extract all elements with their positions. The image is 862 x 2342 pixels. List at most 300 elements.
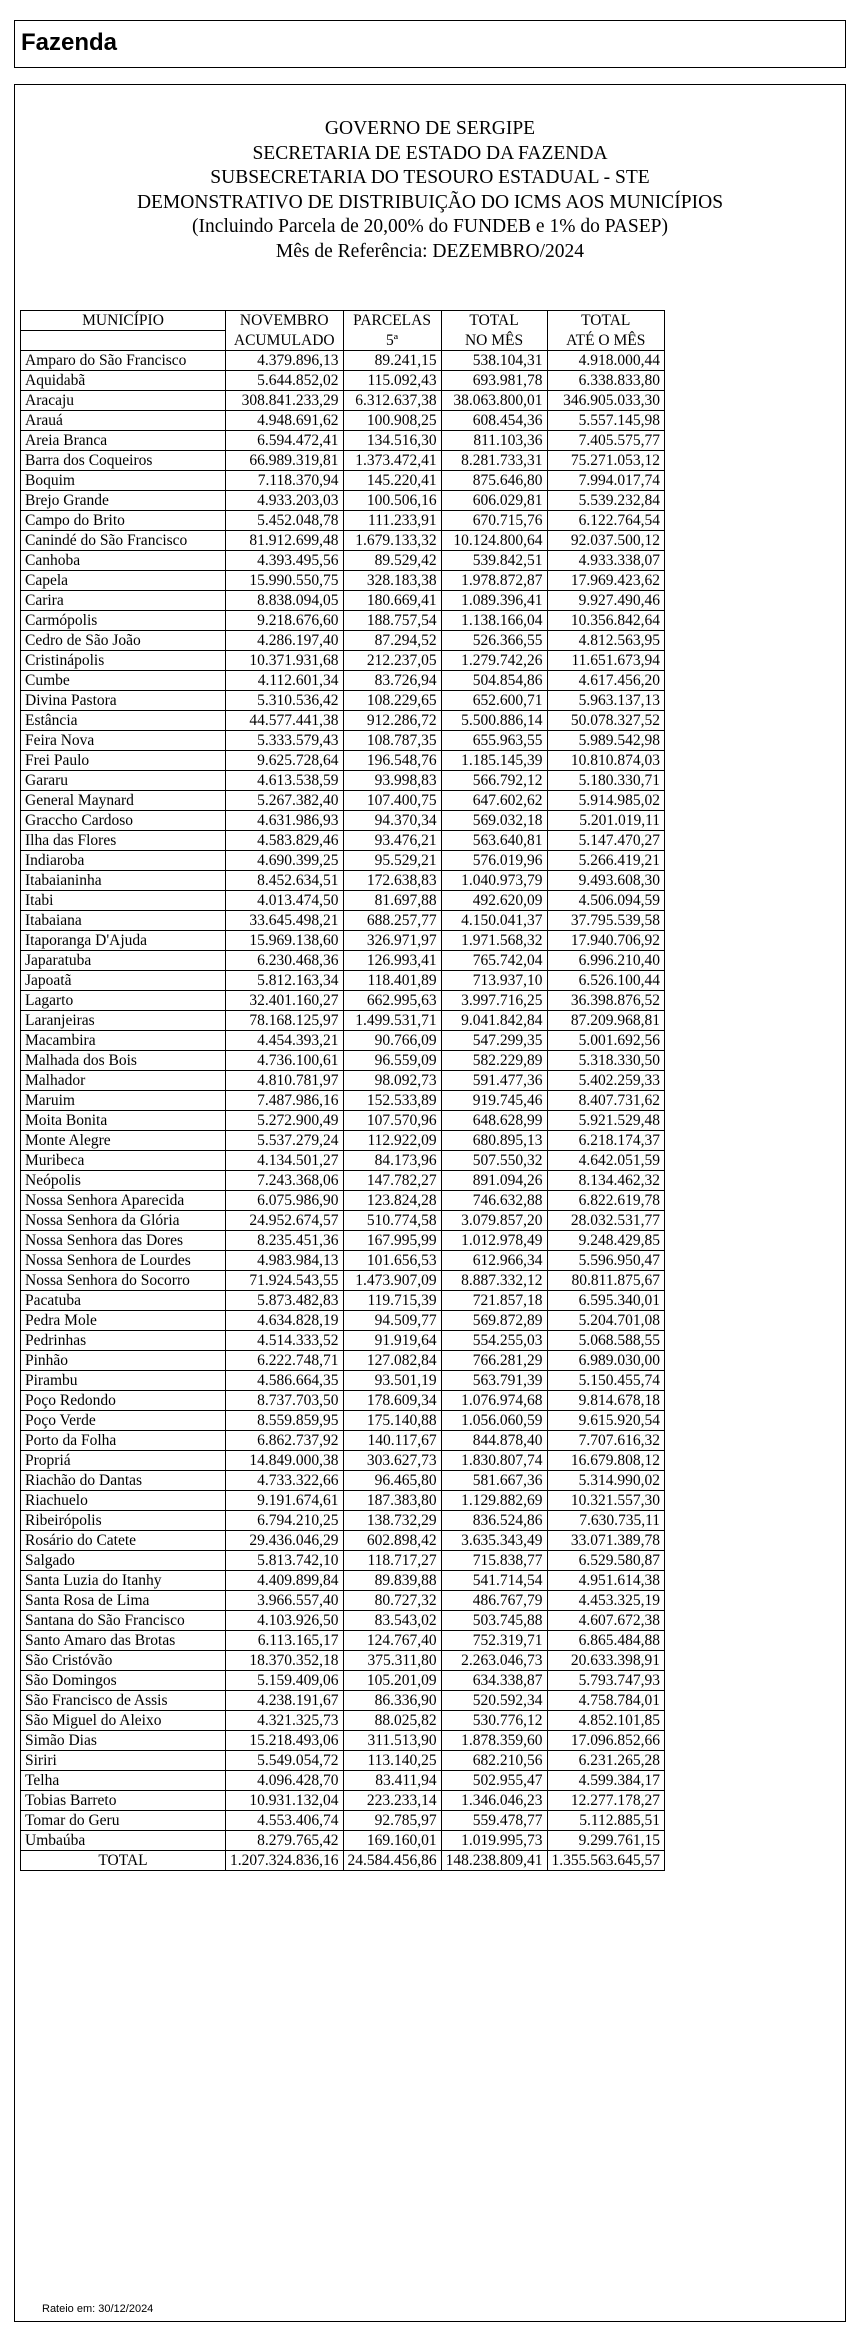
novembro-cell: 5.812.163,34 bbox=[226, 970, 344, 990]
table-row bbox=[21, 870, 665, 890]
novembro-cell: 8.279.765,42 bbox=[226, 1830, 344, 1850]
total-mes-cell: 503.745,88 bbox=[441, 1610, 547, 1630]
novembro-cell: 5.549.054,72 bbox=[226, 1750, 344, 1770]
novembro-cell: 8.235.451,36 bbox=[226, 1230, 344, 1250]
parcelas-cell: 662.995,63 bbox=[343, 990, 441, 1010]
page-header bbox=[14, 20, 846, 68]
novembro-cell: 15.990.550,75 bbox=[226, 570, 344, 590]
total-row bbox=[21, 1850, 665, 1870]
parcelas-cell: 94.370,34 bbox=[343, 810, 441, 830]
table-row bbox=[21, 970, 665, 990]
table-row bbox=[21, 1030, 665, 1050]
municipio-cell: Arauá bbox=[21, 410, 226, 430]
municipio-cell: Amparo do São Francisco bbox=[21, 350, 226, 370]
parcelas-cell: 118.401,89 bbox=[343, 970, 441, 990]
municipio-cell: Areia Branca bbox=[21, 430, 226, 450]
total-ate-cell: 75.271.053,12 bbox=[547, 450, 665, 470]
municipio-cell: Frei Paulo bbox=[21, 750, 226, 770]
total-ate-cell: 5.318.330,50 bbox=[547, 1050, 665, 1070]
novembro-cell: 4.238.191,67 bbox=[226, 1690, 344, 1710]
novembro-cell: 4.586.664,35 bbox=[226, 1370, 344, 1390]
parcelas-cell: 328.183,38 bbox=[343, 570, 441, 590]
total-ate-cell: 17.969.423,62 bbox=[547, 570, 665, 590]
total-ate-cell: 4.933.338,07 bbox=[547, 550, 665, 570]
total-mes-cell: 539.842,51 bbox=[441, 550, 547, 570]
total-ate-cell: 9.248.429,85 bbox=[547, 1230, 665, 1250]
novembro-cell: 4.736.100,61 bbox=[226, 1050, 344, 1070]
municipio-cell: São Francisco de Assis bbox=[21, 1690, 226, 1710]
total-ate-cell: 9.615.920,54 bbox=[547, 1410, 665, 1430]
total-ate-cell: 4.506.094,59 bbox=[547, 890, 665, 910]
table-row bbox=[21, 1670, 665, 1690]
novembro-cell: 4.286.197,40 bbox=[226, 630, 344, 650]
novembro-cell: 5.537.279,24 bbox=[226, 1130, 344, 1150]
table-row bbox=[21, 1370, 665, 1390]
rateio-date: Rateio em: 30/12/2024 bbox=[42, 2303, 154, 2315]
total-mes-cell: 1.040.973,79 bbox=[441, 870, 547, 890]
table-row bbox=[21, 350, 665, 370]
municipio-cell: Cristinápolis bbox=[21, 650, 226, 670]
municipio-cell: Ilha das Flores bbox=[21, 830, 226, 850]
parcelas-cell: 87.294,52 bbox=[343, 630, 441, 650]
total-ate-cell: 5.001.692,56 bbox=[547, 1030, 665, 1050]
table-row bbox=[21, 1110, 665, 1130]
table-row bbox=[21, 650, 665, 670]
total-mes-cell: 4.150.041,37 bbox=[441, 910, 547, 930]
parcelas-cell: 311.513,90 bbox=[343, 1730, 441, 1750]
table-row bbox=[21, 1550, 665, 1570]
novembro-cell: 6.594.472,41 bbox=[226, 430, 344, 450]
table-row bbox=[21, 1830, 665, 1850]
novembro-cell: 6.794.210,25 bbox=[226, 1510, 344, 1530]
total-mes-cell: 9.041.842,84 bbox=[441, 1010, 547, 1030]
municipio-cell: Nossa Senhora de Lourdes bbox=[21, 1250, 226, 1270]
total-ate-cell: 6.595.340,01 bbox=[547, 1290, 665, 1310]
novembro-cell: 8.838.094,05 bbox=[226, 590, 344, 610]
novembro-cell: 15.218.493,06 bbox=[226, 1730, 344, 1750]
municipio-cell: Feira Nova bbox=[21, 730, 226, 750]
total-mes-cell: 547.299,35 bbox=[441, 1030, 547, 1050]
table-row bbox=[21, 1750, 665, 1770]
parcelas-cell: 93.476,21 bbox=[343, 830, 441, 850]
total-mes-cell: 576.019,96 bbox=[441, 850, 547, 870]
municipio-cell: Pirambu bbox=[21, 1370, 226, 1390]
total-ate-o-mes: 1.355.563.645,57 bbox=[547, 1850, 665, 1870]
total-mes-cell: 8.887.332,12 bbox=[441, 1270, 547, 1290]
novembro-cell: 10.371.931,68 bbox=[226, 650, 344, 670]
total-novembro: 1.207.324.836,16 bbox=[226, 1850, 344, 1870]
total-ate-cell: 5.989.542,98 bbox=[547, 730, 665, 750]
municipio-cell: Carira bbox=[21, 590, 226, 610]
parcelas-cell: 93.501,19 bbox=[343, 1370, 441, 1390]
column-header-no-mes: NO MÊS bbox=[441, 331, 547, 351]
report-title-line: (Incluindo Parcela de 20,00% do FUNDEB e 1% do PASEP) bbox=[192, 216, 668, 237]
parcelas-cell: 107.570,96 bbox=[343, 1110, 441, 1130]
total-mes-cell: 608.454,36 bbox=[441, 410, 547, 430]
total-mes-cell: 563.791,39 bbox=[441, 1370, 547, 1390]
total-ate-cell: 50.078.327,52 bbox=[547, 710, 665, 730]
parcelas-cell: 86.336,90 bbox=[343, 1690, 441, 1710]
distribution-table bbox=[20, 310, 665, 1871]
table-row bbox=[21, 1090, 665, 1110]
table-row bbox=[21, 1190, 665, 1210]
municipio-cell: Indiaroba bbox=[21, 850, 226, 870]
table-row bbox=[21, 590, 665, 610]
novembro-cell: 4.733.322,66 bbox=[226, 1470, 344, 1490]
municipio-cell: Monte Alegre bbox=[21, 1130, 226, 1150]
novembro-cell: 4.409.899,84 bbox=[226, 1570, 344, 1590]
municipio-cell: Japoatã bbox=[21, 970, 226, 990]
parcelas-cell: 145.220,41 bbox=[343, 470, 441, 490]
total-ate-cell: 4.617.456,20 bbox=[547, 670, 665, 690]
total-ate-cell: 6.122.764,54 bbox=[547, 510, 665, 530]
novembro-cell: 4.634.828,19 bbox=[226, 1310, 344, 1330]
total-mes-cell: 504.854,86 bbox=[441, 670, 547, 690]
parcelas-cell: 147.782,27 bbox=[343, 1170, 441, 1190]
table-row bbox=[21, 990, 665, 1010]
novembro-cell: 6.230.468,36 bbox=[226, 950, 344, 970]
total-ate-cell: 5.112.885,51 bbox=[547, 1810, 665, 1830]
table-row bbox=[21, 1430, 665, 1450]
total-parcelas: 24.584.456,86 bbox=[343, 1850, 441, 1870]
parcelas-cell: 167.995,99 bbox=[343, 1230, 441, 1250]
novembro-cell: 4.454.393,21 bbox=[226, 1030, 344, 1050]
novembro-cell: 4.134.501,27 bbox=[226, 1150, 344, 1170]
table-row bbox=[21, 710, 665, 730]
total-mes-cell: 648.628,99 bbox=[441, 1110, 547, 1130]
municipio-cell: Macambira bbox=[21, 1030, 226, 1050]
total-ate-cell: 5.266.419,21 bbox=[547, 850, 665, 870]
total-ate-cell: 6.822.619,78 bbox=[547, 1190, 665, 1210]
total-ate-cell: 4.918.000,44 bbox=[547, 350, 665, 370]
municipio-cell: Divina Pastora bbox=[21, 690, 226, 710]
novembro-cell: 71.924.543,55 bbox=[226, 1270, 344, 1290]
total-mes-cell: 569.872,89 bbox=[441, 1310, 547, 1330]
novembro-cell: 4.631.986,93 bbox=[226, 810, 344, 830]
total-mes-cell: 530.776,12 bbox=[441, 1710, 547, 1730]
total-ate-cell: 4.453.325,19 bbox=[547, 1590, 665, 1610]
parcelas-cell: 100.908,25 bbox=[343, 410, 441, 430]
total-ate-cell: 7.405.575,77 bbox=[547, 430, 665, 450]
total-ate-cell: 9.814.678,18 bbox=[547, 1390, 665, 1410]
table-row bbox=[21, 750, 665, 770]
table-row bbox=[21, 450, 665, 470]
novembro-cell: 10.931.132,04 bbox=[226, 1790, 344, 1810]
total-mes-cell: 715.838,77 bbox=[441, 1550, 547, 1570]
total-ate-cell: 6.996.210,40 bbox=[547, 950, 665, 970]
total-mes-cell: 1.089.396,41 bbox=[441, 590, 547, 610]
table-row bbox=[21, 1290, 665, 1310]
municipio-cell: Muribeca bbox=[21, 1150, 226, 1170]
total-ate-cell: 10.321.557,30 bbox=[547, 1490, 665, 1510]
total-ate-cell: 6.231.265,28 bbox=[547, 1750, 665, 1770]
parcelas-cell: 108.229,65 bbox=[343, 690, 441, 710]
total-ate-cell: 7.630.735,11 bbox=[547, 1510, 665, 1530]
table-row bbox=[21, 690, 665, 710]
total-mes-cell: 581.667,36 bbox=[441, 1470, 547, 1490]
total-ate-cell: 5.557.145,98 bbox=[547, 410, 665, 430]
total-ate-cell: 17.940.706,92 bbox=[547, 930, 665, 950]
icms-report bbox=[14, 84, 846, 2322]
municipio-cell: Nossa Senhora das Dores bbox=[21, 1230, 226, 1250]
total-mes-cell: 2.263.046,73 bbox=[441, 1650, 547, 1670]
novembro-cell: 6.222.748,71 bbox=[226, 1350, 344, 1370]
column-header-total-mes: TOTAL bbox=[441, 311, 547, 331]
column-header-acumulado: ACUMULADO bbox=[226, 331, 344, 351]
table-row bbox=[21, 950, 665, 970]
novembro-cell: 5.644.852,02 bbox=[226, 370, 344, 390]
total-mes-cell: 1.019.995,73 bbox=[441, 1830, 547, 1850]
municipio-cell: Pinhão bbox=[21, 1350, 226, 1370]
total-mes-cell: 591.477,36 bbox=[441, 1070, 547, 1090]
table-body bbox=[21, 350, 665, 1850]
novembro-cell: 3.966.557,40 bbox=[226, 1590, 344, 1610]
total-mes-cell: 1.185.145,39 bbox=[441, 750, 547, 770]
total-ate-cell: 5.596.950,47 bbox=[547, 1250, 665, 1270]
total-mes-cell: 919.745,46 bbox=[441, 1090, 547, 1110]
novembro-cell: 5.452.048,78 bbox=[226, 510, 344, 530]
parcelas-cell: 303.627,73 bbox=[343, 1450, 441, 1470]
total-mes-cell: 652.600,71 bbox=[441, 690, 547, 710]
parcelas-cell: 84.173,96 bbox=[343, 1150, 441, 1170]
municipio-cell: Pedra Mole bbox=[21, 1310, 226, 1330]
table-row bbox=[21, 930, 665, 950]
novembro-cell: 4.583.829,46 bbox=[226, 830, 344, 850]
table-row bbox=[21, 830, 665, 850]
novembro-cell: 4.393.495,56 bbox=[226, 550, 344, 570]
total-ate-cell: 5.180.330,71 bbox=[547, 770, 665, 790]
report-title-line: DEMONSTRATIVO DE DISTRIBUIÇÃO DO ICMS AOS MUNICÍPIOS bbox=[136, 191, 724, 213]
parcelas-cell: 212.237,05 bbox=[343, 650, 441, 670]
table-row bbox=[21, 770, 665, 790]
table-row bbox=[21, 610, 665, 630]
total-ate-cell: 11.651.673,94 bbox=[547, 650, 665, 670]
municipio-cell: Malhador bbox=[21, 1070, 226, 1090]
total-mes-cell: 8.281.733,31 bbox=[441, 450, 547, 470]
parcelas-cell: 169.160,01 bbox=[343, 1830, 441, 1850]
total-ate-cell: 6.865.484,88 bbox=[547, 1630, 665, 1650]
total-mes-cell: 606.029,81 bbox=[441, 490, 547, 510]
parcelas-cell: 93.998,83 bbox=[343, 770, 441, 790]
parcelas-cell: 119.715,39 bbox=[343, 1290, 441, 1310]
municipio-cell: Poço Redondo bbox=[21, 1390, 226, 1410]
municipio-cell: Cumbe bbox=[21, 670, 226, 690]
novembro-cell: 44.577.441,38 bbox=[226, 710, 344, 730]
novembro-cell: 6.113.165,17 bbox=[226, 1630, 344, 1650]
total-ate-cell: 8.407.731,62 bbox=[547, 1090, 665, 1110]
parcelas-cell: 223.233,14 bbox=[343, 1790, 441, 1810]
parcelas-cell: 180.669,41 bbox=[343, 590, 441, 610]
total-ate-cell: 9.493.608,30 bbox=[547, 870, 665, 890]
parcelas-cell: 92.785,97 bbox=[343, 1810, 441, 1830]
municipio-cell: Porto da Folha bbox=[21, 1430, 226, 1450]
total-mes-cell: 1.279.742,26 bbox=[441, 650, 547, 670]
total-ate-cell: 10.356.842,64 bbox=[547, 610, 665, 630]
total-ate-cell: 36.398.876,52 bbox=[547, 990, 665, 1010]
total-ate-cell: 4.599.384,17 bbox=[547, 1770, 665, 1790]
table-row bbox=[21, 470, 665, 490]
table-row bbox=[21, 1530, 665, 1550]
novembro-cell: 18.370.352,18 bbox=[226, 1650, 344, 1670]
parcelas-cell: 1.473.907,09 bbox=[343, 1270, 441, 1290]
total-mes-cell: 582.229,89 bbox=[441, 1050, 547, 1070]
parcelas-cell: 100.506,16 bbox=[343, 490, 441, 510]
table-row bbox=[21, 1470, 665, 1490]
column-header-total-ate: TOTAL bbox=[547, 311, 665, 331]
table-row bbox=[21, 370, 665, 390]
report-title-line: SUBSECRETARIA DO TESOURO ESTADUAL - STE bbox=[210, 167, 650, 188]
total-ate-cell: 4.642.051,59 bbox=[547, 1150, 665, 1170]
municipio-cell: Santana do São Francisco bbox=[21, 1610, 226, 1630]
municipio-cell: Simão Dias bbox=[21, 1730, 226, 1750]
municipio-cell: Nossa Senhora da Glória bbox=[21, 1210, 226, 1230]
municipio-cell: Boquim bbox=[21, 470, 226, 490]
parcelas-cell: 96.559,09 bbox=[343, 1050, 441, 1070]
novembro-cell: 9.218.676,60 bbox=[226, 610, 344, 630]
novembro-cell: 4.096.428,70 bbox=[226, 1770, 344, 1790]
total-ate-cell: 346.905.033,30 bbox=[547, 390, 665, 410]
municipio-cell: Pedrinhas bbox=[21, 1330, 226, 1350]
total-mes-cell: 766.281,29 bbox=[441, 1350, 547, 1370]
table-row bbox=[21, 1710, 665, 1730]
municipio-cell: Pacatuba bbox=[21, 1290, 226, 1310]
novembro-cell: 4.933.203,03 bbox=[226, 490, 344, 510]
municipio-cell: Telha bbox=[21, 1770, 226, 1790]
municipio-cell: Itabaianinha bbox=[21, 870, 226, 890]
total-mes-cell: 1.978.872,87 bbox=[441, 570, 547, 590]
report-titles bbox=[15, 117, 845, 264]
parcelas-cell: 175.140,88 bbox=[343, 1410, 441, 1430]
table-row bbox=[21, 1130, 665, 1150]
novembro-cell: 4.810.781,97 bbox=[226, 1070, 344, 1090]
total-mes-cell: 520.592,34 bbox=[441, 1690, 547, 1710]
novembro-cell: 8.737.703,50 bbox=[226, 1390, 344, 1410]
total-mes-cell: 875.646,80 bbox=[441, 470, 547, 490]
table-row bbox=[21, 1510, 665, 1530]
total-mes-cell: 1.138.166,04 bbox=[441, 610, 547, 630]
table-row bbox=[21, 790, 665, 810]
parcelas-cell: 89.529,42 bbox=[343, 550, 441, 570]
total-ate-cell: 87.209.968,81 bbox=[547, 1010, 665, 1030]
table-row bbox=[21, 670, 665, 690]
total-ate-cell: 5.314.990,02 bbox=[547, 1470, 665, 1490]
parcelas-cell: 94.509,77 bbox=[343, 1310, 441, 1330]
total-ate-cell: 5.921.529,48 bbox=[547, 1110, 665, 1130]
total-mes-cell: 5.500.886,14 bbox=[441, 710, 547, 730]
novembro-cell: 5.333.579,43 bbox=[226, 730, 344, 750]
table-row bbox=[21, 630, 665, 650]
total-ate-cell: 12.277.178,27 bbox=[547, 1790, 665, 1810]
novembro-cell: 5.272.900,49 bbox=[226, 1110, 344, 1130]
total-mes-cell: 1.012.978,49 bbox=[441, 1230, 547, 1250]
total-mes-cell: 682.210,56 bbox=[441, 1750, 547, 1770]
total-ate-cell: 5.402.259,33 bbox=[547, 1070, 665, 1090]
table-row bbox=[21, 1070, 665, 1090]
table-row bbox=[21, 1790, 665, 1810]
table-row bbox=[21, 1350, 665, 1370]
parcelas-cell: 115.092,43 bbox=[343, 370, 441, 390]
novembro-cell: 29.436.046,29 bbox=[226, 1530, 344, 1550]
parcelas-cell: 602.898,42 bbox=[343, 1530, 441, 1550]
novembro-cell: 4.013.474,50 bbox=[226, 890, 344, 910]
municipio-cell: Salgado bbox=[21, 1550, 226, 1570]
municipio-cell: Nossa Senhora do Socorro bbox=[21, 1270, 226, 1290]
total-mes-cell: 655.963,55 bbox=[441, 730, 547, 750]
parcelas-cell: 6.312.637,38 bbox=[343, 390, 441, 410]
table-row bbox=[21, 1170, 665, 1190]
total-mes-cell: 486.767,79 bbox=[441, 1590, 547, 1610]
parcelas-cell: 375.311,80 bbox=[343, 1650, 441, 1670]
table-row bbox=[21, 1150, 665, 1170]
parcelas-cell: 140.117,67 bbox=[343, 1430, 441, 1450]
table-row bbox=[21, 1310, 665, 1330]
parcelas-cell: 124.767,40 bbox=[343, 1630, 441, 1650]
total-mes-cell: 1.878.359,60 bbox=[441, 1730, 547, 1750]
total-ate-cell: 8.134.462,32 bbox=[547, 1170, 665, 1190]
total-ate-cell: 5.793.747,93 bbox=[547, 1670, 665, 1690]
table-row bbox=[21, 1650, 665, 1670]
municipio-cell: Barra dos Coqueiros bbox=[21, 450, 226, 470]
total-ate-cell: 16.679.808,12 bbox=[547, 1450, 665, 1470]
total-mes-cell: 746.632,88 bbox=[441, 1190, 547, 1210]
total-mes-cell: 502.955,47 bbox=[441, 1770, 547, 1790]
total-mes-cell: 752.319,71 bbox=[441, 1630, 547, 1650]
novembro-cell: 5.267.382,40 bbox=[226, 790, 344, 810]
municipio-cell: Lagarto bbox=[21, 990, 226, 1010]
novembro-cell: 4.103.926,50 bbox=[226, 1610, 344, 1630]
total-mes-cell: 1.076.974,68 bbox=[441, 1390, 547, 1410]
municipio-cell: Malhada dos Bois bbox=[21, 1050, 226, 1070]
total-mes-cell: 3.635.343,49 bbox=[441, 1530, 547, 1550]
total-mes-cell: 765.742,04 bbox=[441, 950, 547, 970]
table-row bbox=[21, 1770, 665, 1790]
municipio-cell: Riachão do Dantas bbox=[21, 1470, 226, 1490]
municipio-cell: Rosário do Catete bbox=[21, 1530, 226, 1550]
table-row bbox=[21, 1010, 665, 1030]
parcelas-cell: 134.516,30 bbox=[343, 430, 441, 450]
novembro-cell: 7.118.370,94 bbox=[226, 470, 344, 490]
parcelas-cell: 83.726,94 bbox=[343, 670, 441, 690]
table-row bbox=[21, 1450, 665, 1470]
column-header-novembro: NOVEMBRO bbox=[226, 311, 344, 331]
parcelas-cell: 172.638,83 bbox=[343, 870, 441, 890]
municipio-cell: Brejo Grande bbox=[21, 490, 226, 510]
total-ate-cell: 5.963.137,13 bbox=[547, 690, 665, 710]
novembro-cell: 5.310.536,42 bbox=[226, 690, 344, 710]
novembro-cell: 4.514.333,52 bbox=[226, 1330, 344, 1350]
parcelas-cell: 326.971,97 bbox=[343, 930, 441, 950]
parcelas-cell: 95.529,21 bbox=[343, 850, 441, 870]
novembro-cell: 6.862.737,92 bbox=[226, 1430, 344, 1450]
novembro-cell: 7.487.986,16 bbox=[226, 1090, 344, 1110]
total-mes-cell: 811.103,36 bbox=[441, 430, 547, 450]
municipio-cell: Neópolis bbox=[21, 1170, 226, 1190]
total-mes-cell: 1.971.568,32 bbox=[441, 930, 547, 950]
column-header-ate-o-mes: ATÉ O MÊS bbox=[547, 331, 665, 351]
total-ate-cell: 4.758.784,01 bbox=[547, 1690, 665, 1710]
table-row bbox=[21, 490, 665, 510]
parcelas-cell: 108.787,35 bbox=[343, 730, 441, 750]
novembro-cell: 4.613.538,59 bbox=[226, 770, 344, 790]
novembro-cell: 66.989.319,81 bbox=[226, 450, 344, 470]
municipio-cell: Laranjeiras bbox=[21, 1010, 226, 1030]
total-mes-cell: 10.124.800,64 bbox=[441, 530, 547, 550]
total-ate-cell: 6.989.030,00 bbox=[547, 1350, 665, 1370]
novembro-cell: 24.952.674,57 bbox=[226, 1210, 344, 1230]
parcelas-cell: 178.609,34 bbox=[343, 1390, 441, 1410]
novembro-cell: 6.075.986,90 bbox=[226, 1190, 344, 1210]
table-row bbox=[21, 850, 665, 870]
